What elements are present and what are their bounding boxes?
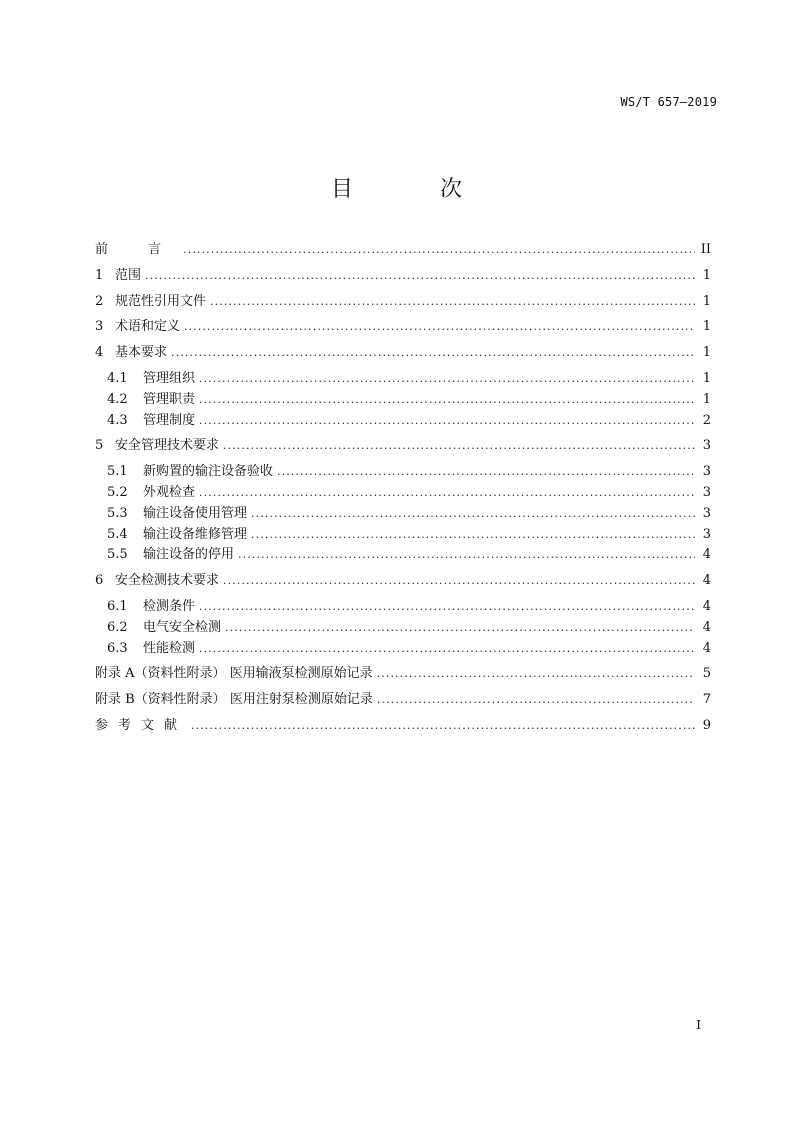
dot-leader: [377, 693, 695, 706]
toc-entry-page: 3: [702, 526, 711, 542]
dot-leader: [377, 667, 695, 680]
toc-entry-label: 基本要求: [115, 345, 168, 361]
toc-entry-page: 1: [702, 293, 711, 309]
table-of-contents: [95, 238, 711, 735]
toc-entry-page: II: [700, 242, 711, 257]
dot-leader: [183, 243, 695, 256]
toc-entry-label: 附录 A（资料性附录） 医用输液泵检测原始记录: [95, 666, 373, 682]
toc-entry-number: 4: [95, 345, 104, 361]
toc-entry-page: 2: [702, 412, 711, 428]
dot-leader: [277, 465, 695, 478]
toc-entry-page: 1: [702, 345, 711, 361]
toc-entry-label: 范围: [115, 267, 142, 283]
dot-leader: [238, 548, 695, 561]
toc-entry-page: 4: [702, 598, 711, 614]
toc-entry-page: 7: [702, 692, 711, 708]
toc-entry[interactable]: [95, 662, 711, 683]
toc-entry-page: 4: [702, 619, 711, 635]
toc-entry-number: 5.3: [107, 505, 128, 521]
toc-entry[interactable]: [95, 595, 711, 616]
toc-entry-label: 管理职责: [143, 391, 196, 407]
toc-entry-number: 2: [95, 293, 104, 309]
toc-entry-number: 5: [95, 438, 104, 454]
toc-entry[interactable]: [95, 543, 711, 564]
toc-entry[interactable]: [95, 460, 711, 481]
toc-entry-label: 外观检查: [143, 484, 196, 500]
document-code: WS/T 657—2019: [620, 95, 717, 109]
toc-entry-number: 3: [95, 319, 104, 335]
toc-entry[interactable]: [95, 688, 711, 709]
dot-leader: [225, 621, 695, 634]
toc-entry-page: 4: [702, 573, 711, 589]
toc-entry[interactable]: [95, 315, 711, 336]
toc-entry-page: 1: [702, 391, 711, 407]
toc-entry-number: 6: [95, 573, 104, 589]
toc-entry-label: 规范性引用文件: [115, 293, 207, 309]
toc-entry[interactable]: [95, 388, 711, 409]
dot-leader: [223, 574, 695, 587]
toc-entry-page: 3: [702, 484, 711, 500]
toc-entry-label: 新购置的输注设备验收: [143, 464, 274, 480]
toc-entry-label: 管理制度: [143, 412, 196, 428]
toc-entry-label: 安全管理技术要求: [115, 438, 220, 454]
toc-entry-number: 5.1: [107, 464, 128, 480]
toc-entry[interactable]: [95, 264, 711, 285]
toc-entry-label: 输注设备的停用: [143, 547, 235, 563]
toc-entry-label: 管理组织: [143, 370, 196, 386]
toc-entry[interactable]: [95, 409, 711, 430]
page-number: I: [696, 1018, 701, 1032]
dot-leader: [184, 320, 695, 333]
toc-entry-label: 安全检测技术要求: [115, 573, 220, 589]
toc-entry-page: 4: [702, 640, 711, 656]
toc-entry[interactable]: [95, 367, 711, 388]
dot-leader: [199, 642, 695, 655]
dot-leader: [191, 719, 695, 732]
toc-entry-page: 5: [702, 666, 711, 682]
toc-entry-number: 1: [95, 267, 104, 283]
toc-entry-number: 5.5: [107, 547, 128, 563]
dot-leader: [199, 414, 695, 427]
dot-leader: [199, 486, 695, 499]
toc-entry-number: 6.2: [107, 619, 128, 635]
dot-leader: [251, 507, 695, 520]
dot-leader: [223, 439, 695, 452]
dot-leader: [171, 346, 695, 359]
toc-entry-label: 检测条件: [143, 598, 196, 614]
toc-entry-number: 6.1: [107, 598, 128, 614]
toc-entry[interactable]: [95, 341, 711, 362]
toc-entry[interactable]: [95, 616, 711, 637]
toc-entry-page: 1: [702, 319, 711, 335]
toc-entry-label: 输注设备维修管理: [143, 526, 248, 542]
dot-leader: [210, 295, 695, 308]
toc-entry-number: 5.4: [107, 526, 128, 542]
toc-entry[interactable]: [95, 637, 711, 658]
dot-leader: [199, 600, 695, 613]
toc-entry-number: 5.2: [107, 484, 128, 500]
dot-leader: [145, 269, 695, 282]
toc-entry-label: 参考文献: [95, 717, 188, 733]
toc-entry[interactable]: [95, 502, 711, 523]
toc-entry-page: 3: [702, 505, 711, 521]
toc-entry-number: 4.1: [107, 370, 128, 386]
toc-entry[interactable]: [95, 714, 711, 735]
toc-entry-label: 前 言: [95, 242, 180, 257]
toc-entry-label: 术语和定义: [115, 319, 181, 335]
dot-leader: [199, 393, 695, 406]
toc-entry-label: 附录 B（资料性附录） 医用注射泵检测原始记录: [95, 692, 373, 708]
toc-entry-label: 电气安全检测: [143, 619, 222, 635]
dot-leader: [199, 372, 695, 385]
dot-leader: [251, 528, 695, 541]
toc-entry[interactable]: [95, 481, 711, 502]
toc-entry-number: 4.3: [107, 412, 128, 428]
toc-entry[interactable]: [95, 290, 711, 311]
toc-entry-page: 3: [702, 464, 711, 480]
toc-entry-page: 4: [702, 547, 711, 563]
page-title: 目 次: [331, 177, 502, 202]
toc-entry[interactable]: [95, 569, 711, 590]
toc-entry-page: 9: [702, 717, 711, 733]
toc-entry[interactable]: [95, 523, 711, 544]
toc-entry-label: 性能检测: [143, 640, 196, 656]
toc-entry[interactable]: [95, 238, 711, 259]
toc-entry-page: 1: [702, 267, 711, 283]
toc-entry[interactable]: [95, 434, 711, 455]
toc-entry-page: 1: [702, 370, 711, 386]
toc-entry-page: 3: [702, 438, 711, 454]
toc-entry-number: 4.2: [107, 391, 128, 407]
toc-entry-number: 6.3: [107, 640, 128, 656]
toc-entry-label: 输注设备使用管理: [143, 505, 248, 521]
